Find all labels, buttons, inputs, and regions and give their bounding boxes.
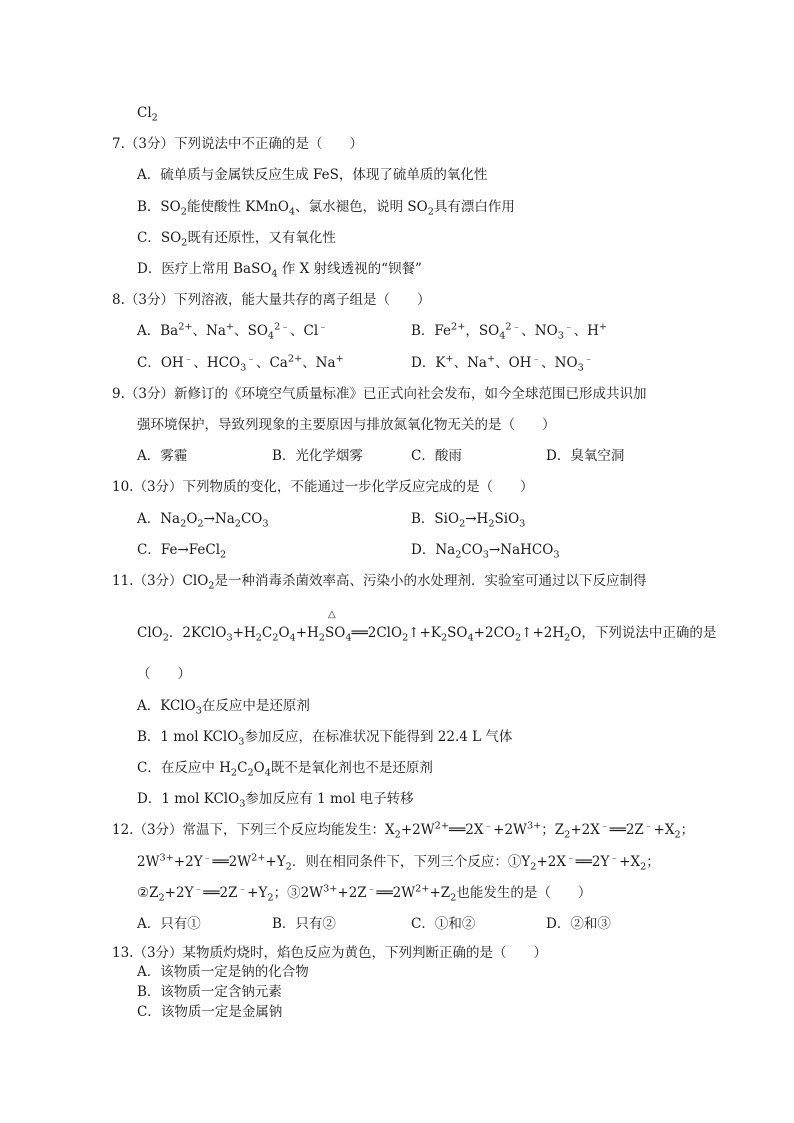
q8-stem: 8.（3分）下列溶液，能大量共存的离子组是（ ） — [112, 292, 431, 308]
q12-stem-line1: 12.（3分）常温下，下列三个反应均能发生：$X_2+2W^{2+}══2X^﹣+2W^{3+}$；$Z_2+2X^﹣══2Z^﹣+X_2$； — [112, 820, 695, 841]
q9-stem-line2: 强环境保护，导致列现象的主要原因与排放氮氧化物无关的是（ ） — [137, 417, 556, 433]
q13-option-a: A．该物质一定是钠的化合物 — [137, 964, 309, 980]
q9-option-c: C．酸雨 — [411, 448, 462, 464]
q7-option-c: C．$SO_2$既有还原性，又有氧化性 — [137, 230, 336, 249]
q13-option-c: C．该物质一定是金属钠 — [137, 1004, 283, 1020]
q7-stem: 7.（3分）下列说法中不正确的是（ ） — [112, 136, 363, 152]
q11-option-b: B．1 mol KClO$_3$参加反应，在标准状况下能得到 22.4 L 气体 — [137, 729, 513, 748]
q7-option-b: B．$SO_2$能使酸性 KMnO$_4$、氯水褪色，说明 $SO_2$具有漂白作用 — [137, 199, 515, 218]
q13-stem: 13.（3分）某物质灼烧时，焰色反应为黄色，下列判断正确的是（ ） — [112, 945, 548, 961]
q9-option-a: A．雾霾 — [137, 448, 188, 464]
q12-option-b: B．只有② — [272, 916, 336, 932]
q8-option-a: A．$Ba^{2+}$、Na+、$SO_4^{2﹣}$、Cl﹣ — [137, 321, 328, 342]
q12-stem-line3: $②Z_2+2Y^﹣══2Z^﹣+Y_2$；$③2W^{3+}+2Z^﹣══2W^{2+}+Z_2$也能发生的是（ ） — [137, 883, 592, 904]
q11-option-d: D．1 mol KClO$_3$参加反应有 1 mol 电子转移 — [137, 791, 414, 810]
q10-option-c: C．Fe→FeCl$_2$ — [137, 542, 227, 561]
q13-option-b: B．该物质一定含钠元素 — [137, 984, 282, 1000]
q11-answer-paren: （ ） — [137, 666, 191, 682]
q12-stem-line2: $2W^{3+}+2Y^﹣══2W^{2+}+Y_2$．则在相同条件下，下列三个反应：$①Y_2+2X^﹣══2Y^﹣+X_2$； — [137, 852, 660, 873]
q10-option-b: B．$SiO_2\to H_2SiO_3$ — [411, 511, 526, 530]
q11-equation: ClO$_2$．$2KClO_3+H_2C_2O_4+H_2SO_4══2ClO_2↑+K_2SO_4+2CO_2↑+2H_2O$，下列说法中正确的是 — [137, 625, 717, 644]
q8-option-b: B．$Fe^{2+}$，$SO_4^{2﹣}$、$NO_3^﹣$、H+ — [411, 321, 608, 342]
q8-option-d: D．K+、Na+、OH﹣、$NO_3^﹣$ — [411, 353, 594, 374]
q10-stem: 10.（3分）下列物质的变化，不能通过一步化学反应完成的是（ ） — [112, 479, 534, 495]
q9-stem-line1: 9.（3分）新修订的《环境空气质量标准》已正式向社会发布，如今全球范围已形成共识加 — [112, 386, 647, 402]
q9-option-b: B．光化学烟雾 — [272, 448, 363, 464]
q10-option-a: A．$Na_2O_2\to Na_2CO_3$ — [137, 511, 269, 530]
q11-reaction-condition: △ — [328, 609, 336, 620]
q7-option-a: A．硫单质与金属铁反应生成 FeS，体现了硫单质的氧化性 — [137, 167, 488, 183]
q7-option-d: D．医疗上常用 BaSO$_4$ 作 X 射线透视的“钡餐” — [137, 261, 422, 280]
q10-option-d: D．$Na_2CO_3\to NaHCO_3$ — [411, 542, 560, 561]
fragment-top: $Cl_2$ — [137, 105, 158, 124]
q11-option-c: C．在反应中 $H_2C_2O_4$既不是氧化剂也不是还原剂 — [137, 760, 433, 779]
q12-option-d: D．②和③ — [546, 916, 611, 932]
q8-option-c: C．OH﹣、$HCO_3^﹣$、$Ca^{2+}$、Na+ — [137, 353, 344, 374]
q11-option-a: A．KClO$_3$在反应中是还原剂 — [137, 698, 310, 717]
q9-option-d: D．臭氧空洞 — [546, 448, 625, 464]
q12-option-c: C．①和② — [411, 916, 476, 932]
q11-stem-line1: 11.（3分）ClO$_2$是一种消毒杀菌效率高、污染小的水处理剂．实验室可通过以下反应制得 — [112, 573, 647, 592]
q12-option-a: A．只有① — [137, 916, 201, 932]
